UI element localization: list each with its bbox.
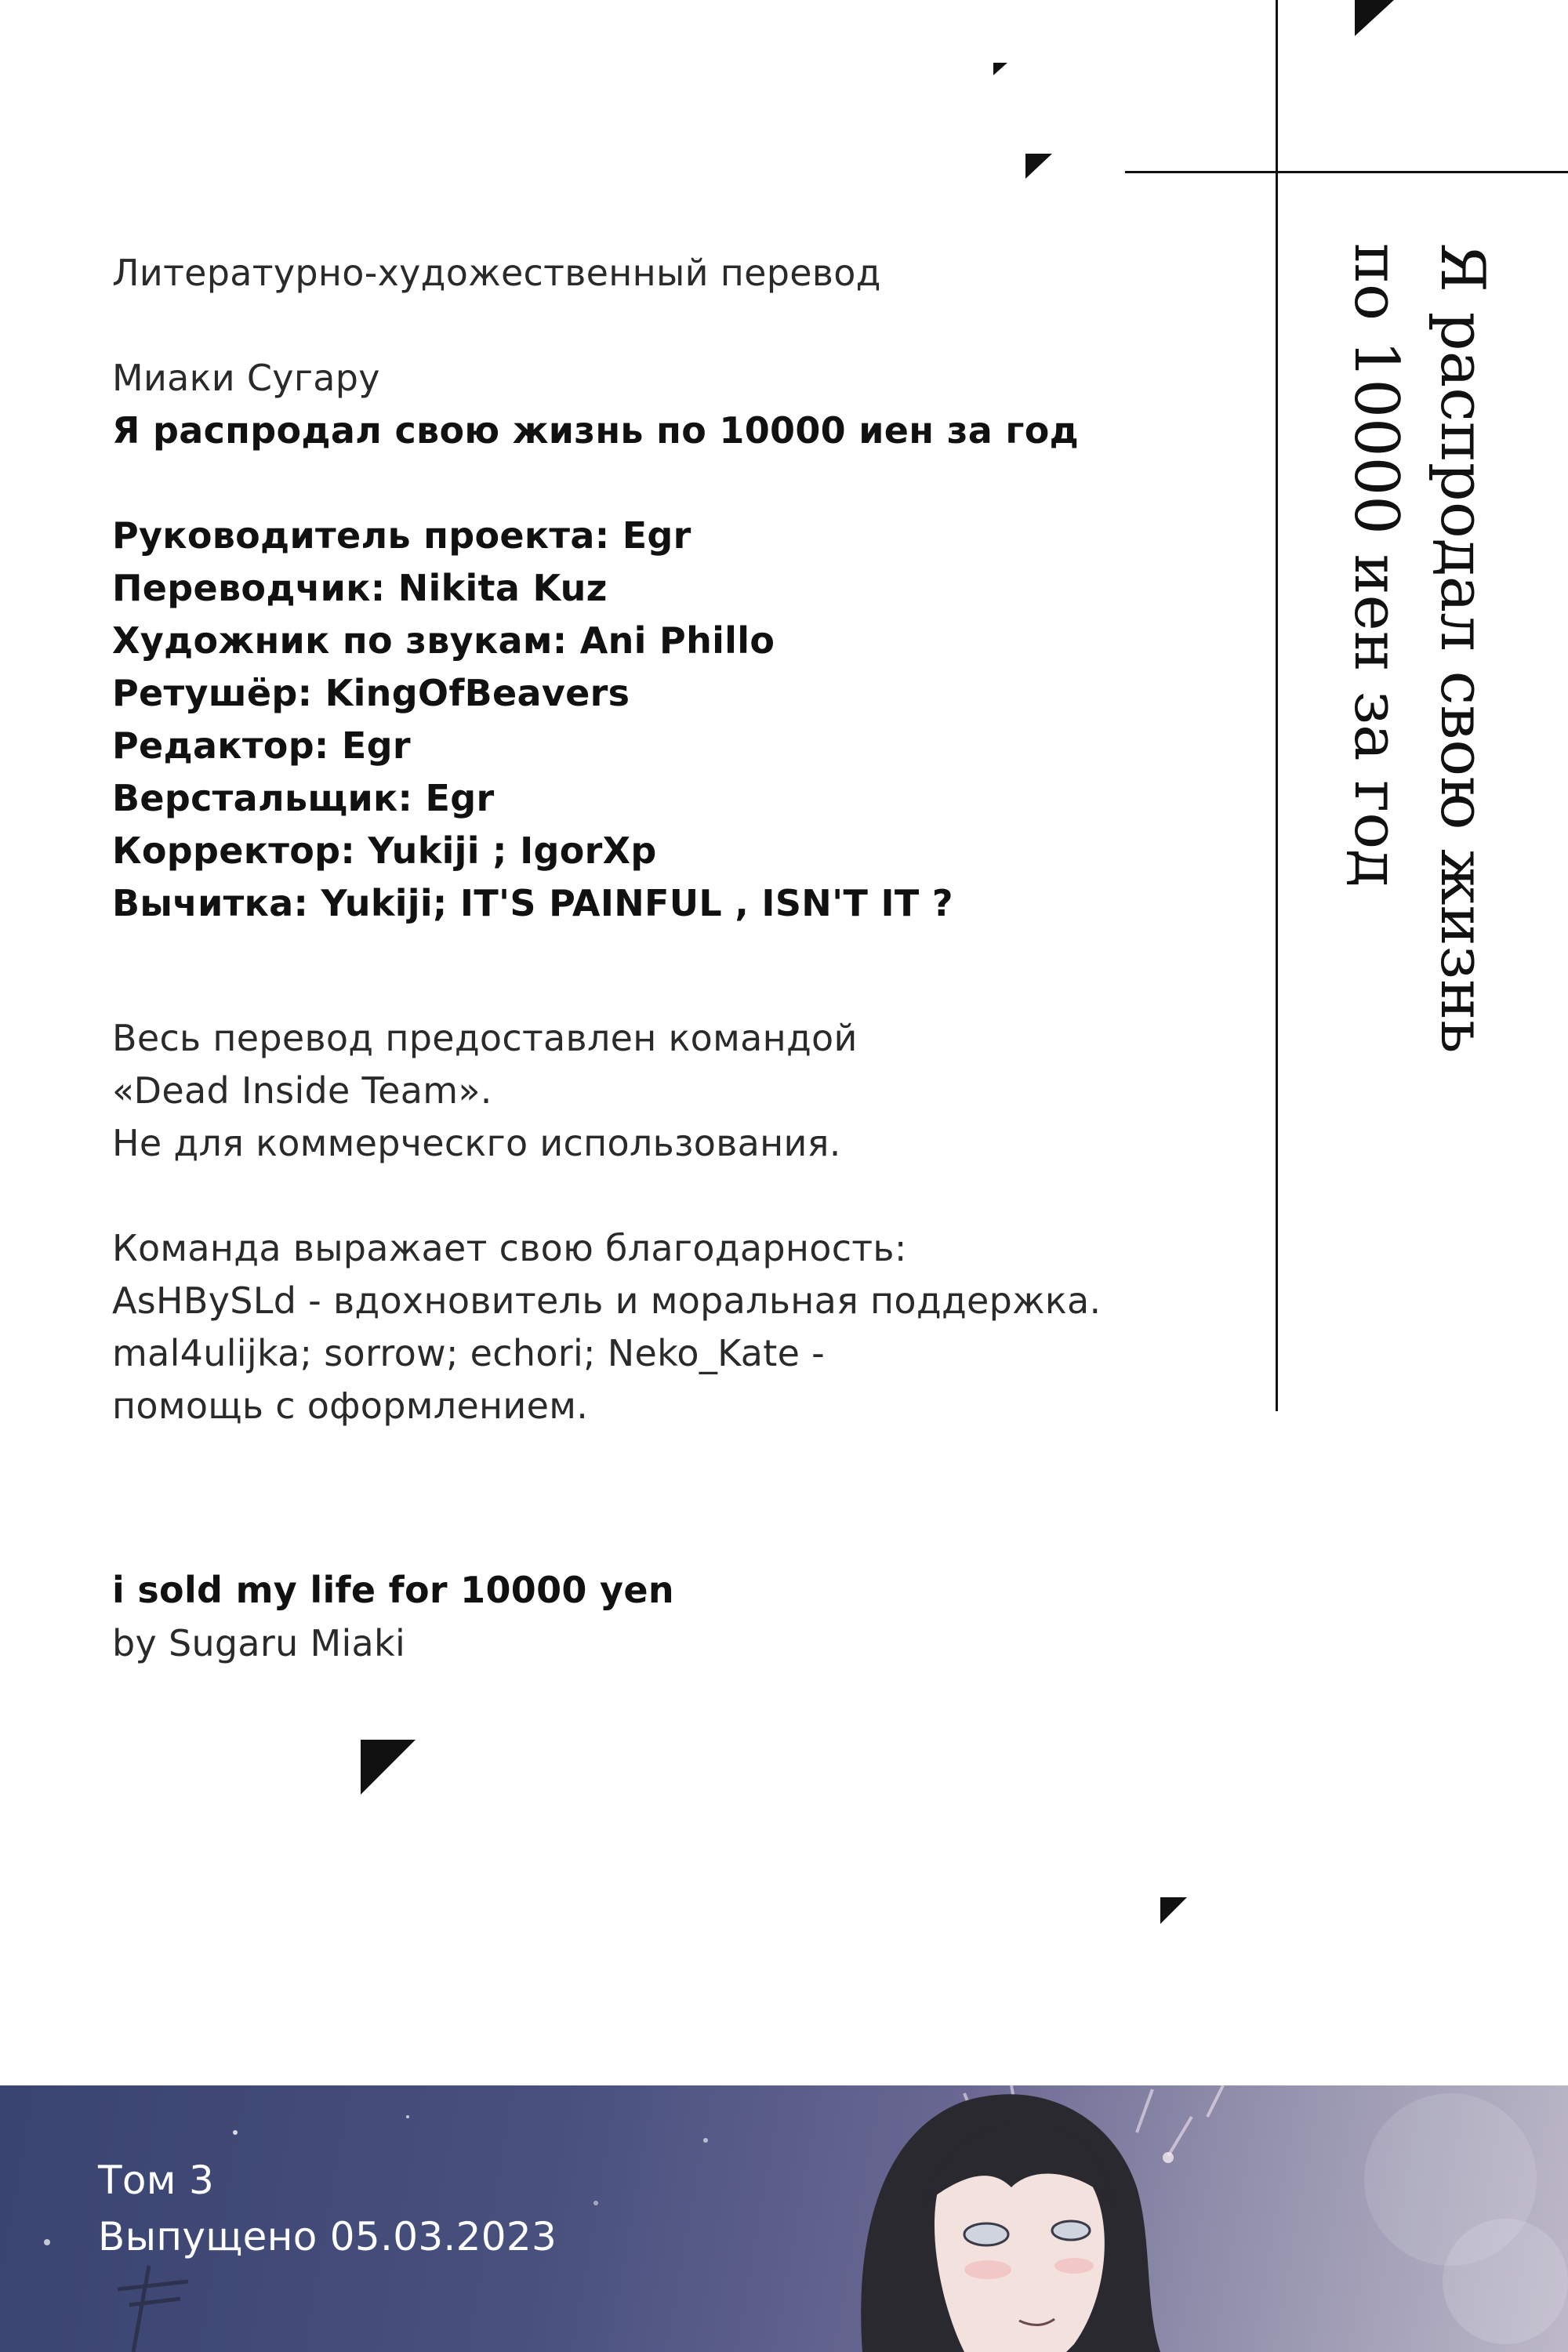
notice-line-1: Весь перевод предоставлен командой: [112, 1017, 858, 1059]
book-title: Я распродал свою жизнь по 10000 иен за год: [112, 409, 1080, 452]
vertical-title: [1333, 243, 1505, 1184]
role-reviewer: Вычитка: Yukiji; IT'S PAINFUL , ISN'T IT ?: [112, 882, 953, 924]
triangle-decoration-top-right: [1355, 0, 1394, 36]
vertical-title-line-1: Я распродал свою жизнь: [1427, 243, 1497, 1054]
thanks-line-4: помощь с оформлением.: [112, 1385, 589, 1427]
horizontal-rule: [1125, 171, 1568, 173]
credits-heading: Литературно-художественный перевод: [112, 252, 881, 294]
thanks-line-1: Команда выражает свою благодарность:: [112, 1227, 907, 1269]
triangle-decoration-large: [361, 1740, 416, 1795]
notice-line-3: Не для коммерческго использования.: [112, 1122, 841, 1164]
english-byline: by Sugaru Miaki: [112, 1622, 406, 1664]
role-retoucher: Ретушёр: KingOfBeavers: [112, 672, 630, 714]
role-proofreader: Корректор: Yukiji ; IgorXp: [112, 829, 657, 872]
triangle-decoration-small: [993, 63, 1007, 75]
credits-block: [112, 247, 1241, 1432]
role-sound-artist: Художник по звукам: Ani Phillo: [112, 619, 775, 662]
notice-line-2: «Dead Inside Team».: [112, 1069, 492, 1112]
release-date: Выпущено 05.03.2023: [98, 2214, 557, 2259]
role-editor: Редактор: Egr: [112, 724, 411, 767]
thanks-line-3: mal4ulijka; sorrow; echori; Neko_Kate -: [112, 1332, 826, 1374]
volume-info: [98, 2152, 557, 2265]
thanks-line-2: AsHBySLd - вдохновитель и моральная поддержка.: [112, 1279, 1102, 1322]
role-translator: Переводчик: Nikita Kuz: [112, 567, 608, 609]
role-project-lead: Руководитель проекта: Egr: [112, 514, 691, 557]
vertical-title-line-2: по 10000 иен за год: [1341, 243, 1411, 887]
role-typesetter: Верстальщик: Egr: [112, 777, 495, 819]
triangle-decoration-mid: [1025, 154, 1052, 179]
triangle-decoration-bottom: [1160, 1897, 1187, 1924]
author-name: Миаки Сугару: [112, 357, 380, 399]
vertical-rule: [1276, 0, 1278, 1411]
english-title: i sold my life for 10000 yen: [112, 1569, 674, 1611]
english-title-block: [112, 1563, 674, 1670]
volume-label: Том 3: [98, 2158, 215, 2203]
